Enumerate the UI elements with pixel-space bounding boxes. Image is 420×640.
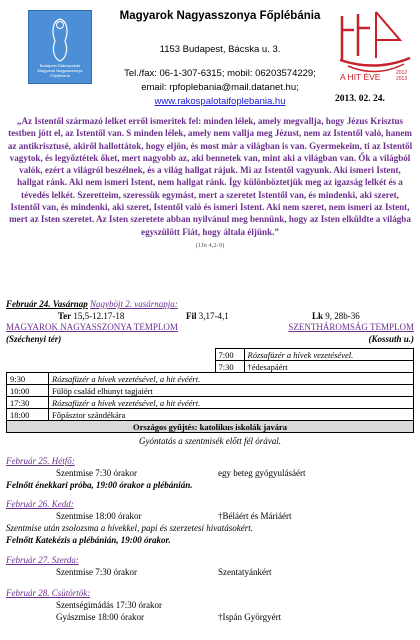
year-of-faith-end: 2013	[396, 76, 408, 82]
collection-note: Országos gyűjtés: katolikus iskolák javára	[7, 421, 414, 433]
phone-line: Tel./fax: 06-1-307-6315; mobil: 06203574229;	[124, 68, 316, 79]
tuesday-event: Szentmise 18:00 órakor	[56, 511, 142, 521]
quote-reference: (1Jn 4,2-9)	[195, 241, 225, 249]
day-wednesday: Február 27. Szerda:	[6, 555, 79, 565]
bulletin-date: 2013. 02. 24.	[335, 94, 385, 104]
right-time-1: 7:00	[215, 349, 244, 361]
sunday-date: Február 24. Vasárnap	[6, 299, 88, 309]
table-row	[7, 409, 414, 421]
table-row	[7, 397, 414, 409]
reading-2-ref: 3,17-4,1	[198, 311, 229, 321]
website-link[interactable]: www.rakospalotaifoplebania.hu	[154, 96, 286, 107]
reading-1-ref: 15,5-12.17-18	[73, 311, 125, 321]
day-thursday: Február 28. Csütörtök:	[6, 588, 91, 598]
church-right-name: SZENTHÁROMSÁG TEMPLOM	[288, 322, 414, 332]
day-monday: Február 25. Hétfő:	[6, 456, 75, 466]
table-row	[7, 361, 414, 373]
wednesday-event: Szentmise 7:30 órakor	[56, 567, 137, 577]
left-time-3: 17:30	[7, 397, 49, 409]
table-row	[7, 373, 414, 385]
church-right-place: (Kossuth u.)	[368, 334, 414, 344]
sunday-heading	[6, 299, 414, 309]
right-time-2: 7:30	[215, 361, 244, 373]
wednesday-intent: Szentatyánkért	[218, 567, 272, 577]
year-of-faith-text: A HIT ÉVE	[340, 72, 381, 82]
right-desc-2: †édesapáért	[244, 361, 414, 373]
scripture-quote	[6, 115, 414, 252]
reading-3-ref: 9, 28b-36	[325, 311, 360, 321]
logo-left-line-1: Budapest-Rákospalota	[39, 63, 81, 68]
reading-2-book: Fil	[186, 311, 197, 321]
reading-3-book: Lk	[312, 311, 324, 321]
left-desc-2: Fülöp család elhunyt tagjaiért	[49, 385, 414, 397]
logo-left-line-3: Főplébánia	[50, 73, 70, 78]
year-of-faith-start: 2012	[396, 70, 408, 76]
parish-name: Magyarok Nagyasszonya Főplébánia	[119, 10, 321, 22]
table-row	[7, 349, 414, 361]
parish-logo	[28, 10, 92, 84]
tuesday-note-2: Felnőtt Katekézis a plébánián, 19:00 órakor.	[6, 535, 171, 545]
left-desc-4: Főpásztor szándékára	[49, 409, 414, 421]
church-left-place: (Széchenyi tér)	[6, 334, 62, 344]
year-of-faith-logo	[336, 6, 414, 88]
monday-note: Felnőtt énekkari próba, 19:00 órakor a plébánián.	[6, 480, 193, 490]
tuesday-note-1: Szentmise után zsolozsma a hívekkel, papi és szerzetesi hivatásokért.	[6, 523, 253, 533]
church-left-name: MAGYAROK NAGYASSZONYA TEMPLOM	[6, 322, 178, 332]
confession-note: Gyóntatás a szentmisék előtt fél órával.	[139, 436, 281, 446]
logo-left-line-2: Magyarok Nagyasszonya	[37, 68, 83, 73]
table-row	[7, 385, 414, 397]
monday-event: Szentmise 7:30 órakor	[56, 468, 137, 478]
left-desc-1: Rózsafüzér a hívek vezetésével, a hit évéért.	[49, 373, 414, 385]
thursday-event-1: Szentségimádás 17:30 órakor	[56, 600, 162, 610]
quote-text: „Az Istentől származó lelket erről ismeritek fel: minden lélek, amely megvallja, hogy Jézus Krisztus testben jött el, az Istentől van. S minden lélek, amely nem vallja meg Jézust, nem az Istentől való, hanem az antikrisztusé, akiről hallottátok, hogy eljön, és most már a világban is van. Gyermekeim, ti az Istentől vagytok, és legyőztétek őket, mert nagyobb az, aki bennetek van, mint aki a világban van. Ők a világból valók, ezért a világról beszélnek, és a világ hallgat rájuk. Mi az Istentől vagyunk. Aki ismeri Istent, hallgat ránk. Aki nem ismeri Istent, nem hallgat ránk. Így különböztetjük meg az igazság lelkét és a tévedés lelkét. Szeretteim, szeressük egymást, mert a szeretet Istentől van, és mindenki, aki szeret, Istentől van, és mindenki, aki szeret, Istentől való és ismeri Istent. Aki nem szeret, nem ismeri az Istent, mert az Isten szeretet. Az Isten szeretete abban nyilvánul meg bennünk, hogy az Isten elküldte a világba egyszülött Fiát, hogy általa éljünk.”	[7, 116, 413, 237]
address: 1153 Budapest, Bácska u. 3.	[159, 44, 281, 55]
left-time-4: 18:00	[7, 409, 49, 421]
day-tuesday: Február 26. Kedd:	[6, 499, 74, 509]
monday-intent: egy beteg gyógyulásáért	[218, 468, 306, 478]
thursday-intent: †Ispán Györgyért	[218, 612, 282, 622]
right-desc-1: Rózsafüzér a hívek vezetésével.	[244, 349, 414, 361]
email-line: email: rpfoplebania@mail.datanet.hu;	[141, 82, 299, 93]
left-desc-3: Rózsafüzér a hívek vezetésével, a hit évéért.	[49, 397, 414, 409]
tuesday-intent: †Béláért és Máriáért	[218, 511, 292, 521]
table-row	[7, 421, 414, 433]
reading-1-book: Ter	[58, 311, 72, 321]
thursday-event-2: Gyászmise 18:00 órakor	[56, 612, 144, 622]
sunday-schedule-table	[6, 348, 414, 433]
sunday-name: Nagyböjt 2. vasárnapja:	[90, 299, 178, 309]
left-time-1: 9:30	[7, 373, 49, 385]
left-time-2: 10:00	[7, 385, 49, 397]
